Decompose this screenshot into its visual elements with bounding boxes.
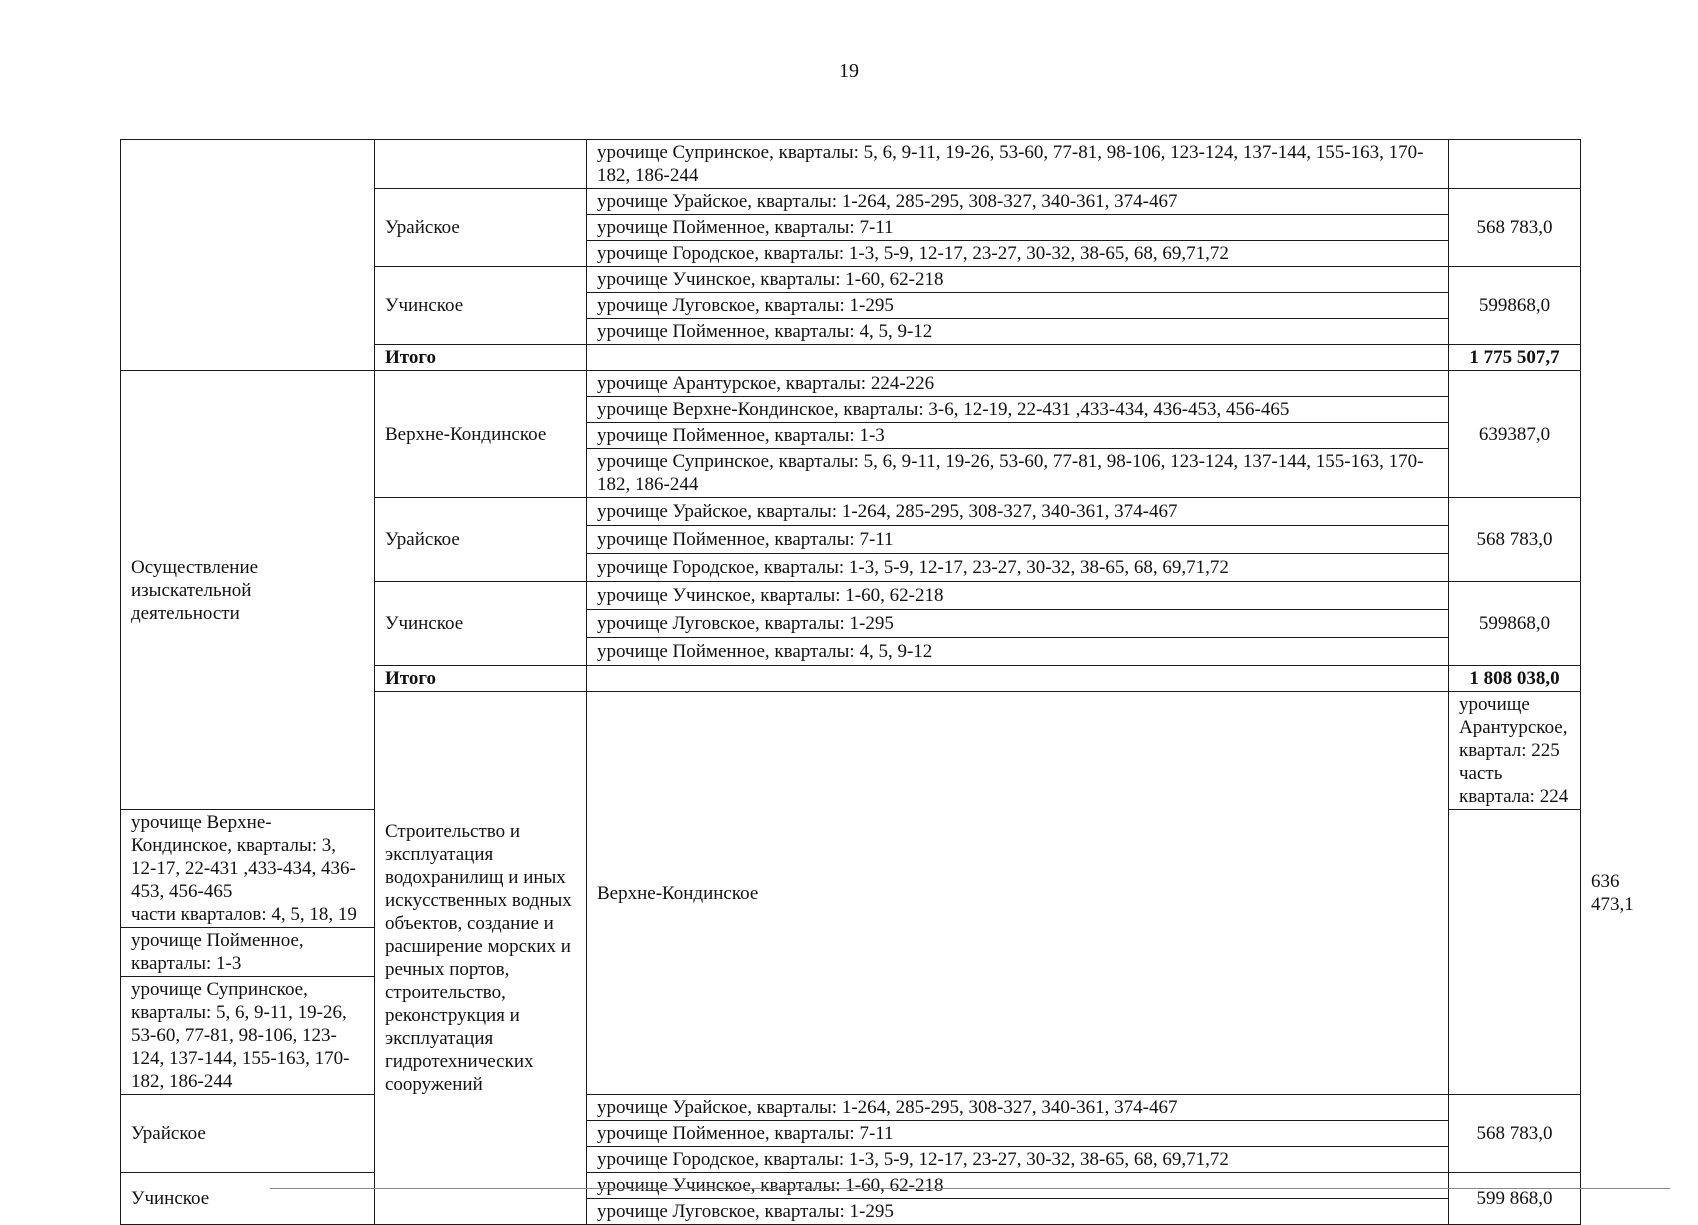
district-cell: Верхне-Кондинское <box>375 371 587 498</box>
activity-cell: Осуществление изыскательной деятельности <box>121 371 375 810</box>
place-cell: урочище Городское, кварталы: 1-3, 5-9, 12-17, 23-27, 30-32, 38-65, 68, 69,71,72 <box>587 554 1449 582</box>
place-line: части кварталов: 4, 5, 18, 19 <box>131 904 357 925</box>
place-cell: урочище Пойменное, кварталы: 1-3 <box>587 423 1449 449</box>
table-row <box>121 140 1581 189</box>
place-cell <box>121 810 375 928</box>
place-cell: урочище Урайское, кварталы: 1-264, 285-295, 308-327, 340-361, 374-467 <box>587 1095 1449 1121</box>
district-cell: Учинское <box>121 1173 375 1225</box>
footer-rule <box>270 1188 1670 1189</box>
place-cell: урочище Луговское, кварталы: 1-295 <box>587 610 1449 638</box>
total-value: 1 775 507,7 <box>1449 345 1581 371</box>
area-cell: 639387,0 <box>1449 371 1581 498</box>
table-row <box>121 1095 1581 1121</box>
place-line: урочище Верхне-Кондинское, кварталы: 3, 12-17, 22-431 ,433-434, 436-453, 456-465 <box>131 812 356 902</box>
area-cell: 568 783,0 <box>1449 498 1581 582</box>
place-cell: урочище Верхне-Кондинское, кварталы: 3-6, 12-19, 22-431 ,433-434, 436-453, 456-465 <box>587 397 1449 423</box>
place-cell: урочище Пойменное, кварталы: 7-11 <box>587 1121 1449 1147</box>
area-cell: 599868,0 <box>1449 267 1581 345</box>
table-row: Строительство и эксплуатация водохранилищ и иных искусственных водных объектов, создание и расширение морских и речных портов, строительство, реконструкция и эксплуатация гидротехнических сооружений Верхне-Кондинское урочище Арантурское, квартал: 225 часть квартала: 224 636 473,1 <box>121 692 1581 810</box>
district-cell-continued <box>375 140 587 189</box>
district-cell: Верхне-Кондинское <box>587 692 1449 1095</box>
place-line: урочище Арантурское, квартал: 225 <box>1459 694 1568 761</box>
total-label: Итого <box>375 345 587 371</box>
table-row <box>121 1173 1581 1199</box>
place-cell: урочище Пойменное, кварталы: 4, 5, 9-12 <box>587 638 1449 666</box>
district-cell: Учинское <box>375 267 587 345</box>
area-cell: 599868,0 <box>1449 582 1581 666</box>
place-cell <box>1449 692 1581 810</box>
activity-cell: Строительство и эксплуатация водохранилищ и иных искусственных водных объектов, создание и расширение морских и речных портов, строительство, реконструкция и эксплуатация гидротехнических сооружений <box>375 692 587 1225</box>
area-cell-continued <box>1449 140 1581 189</box>
total-label: Итого <box>375 666 587 692</box>
place-cell: урочище Супринское, кварталы: 5, 6, 9-11, 19-26, 53-60, 77-81, 98-106, 123-124, 137-144, 155-163, 170-182, 186-244 <box>121 977 375 1095</box>
place-line: часть квартала: 224 <box>1459 763 1569 807</box>
table-row <box>121 371 1581 397</box>
district-cell: Учинское <box>375 582 587 666</box>
place-cell: урочище Пойменное, кварталы: 7-11 <box>587 526 1449 554</box>
district-cell: Урайское <box>375 498 587 582</box>
place-cell: урочище Учинское, кварталы: 1-60, 62-218 <box>587 1173 1449 1199</box>
place-cell: урочище Луговское, кварталы: 1-295 <box>587 1199 1449 1225</box>
place-cell: урочище Пойменное, кварталы: 4, 5, 9-12 <box>587 319 1449 345</box>
place-cell: урочище Луговское, кварталы: 1-295 <box>587 293 1449 319</box>
district-cell: Урайское <box>121 1095 375 1173</box>
place-cell: урочище Супринское, кварталы: 5, 6, 9-11, 19-26, 53-60, 77-81, 98-106, 123-124, 137-144, 155-163, 170-182, 186-244 <box>587 140 1449 189</box>
place-cell: урочище Урайское, кварталы: 1-264, 285-295, 308-327, 340-361, 374-467 <box>587 498 1449 526</box>
page-number: 19 <box>839 60 859 82</box>
total-blank-cell <box>587 666 1449 692</box>
total-blank-cell <box>587 345 1449 371</box>
place-cell: урочище Городское, кварталы: 1-3, 5-9, 12-17, 23-27, 30-32, 38-65, 68, 69,71,72 <box>587 1147 1449 1173</box>
place-cell: урочище Учинское, кварталы: 1-60, 62-218 <box>587 267 1449 293</box>
forest-use-table <box>120 139 1634 1225</box>
place-cell: урочище Пойменное, кварталы: 7-11 <box>587 215 1449 241</box>
activity-cell-continued <box>121 140 375 371</box>
area-cell: 568 783,0 <box>1449 1095 1581 1173</box>
place-cell: урочище Пойменное, кварталы: 1-3 <box>121 928 375 977</box>
place-cell: урочище Супринское, кварталы: 5, 6, 9-11, 19-26, 53-60, 77-81, 98-106, 123-124, 137-144, 155-163, 170-182, 186-244 <box>587 449 1449 498</box>
total-value: 1 808 038,0 <box>1449 666 1581 692</box>
district-cell: Урайское <box>375 189 587 267</box>
place-cell: урочище Арантурское, кварталы: 224-226 <box>587 371 1449 397</box>
area-cell: 599 868,0 <box>1449 1173 1581 1225</box>
place-cell: урочище Городское, кварталы: 1-3, 5-9, 12-17, 23-27, 30-32, 38-65, 68, 69,71,72 <box>587 241 1449 267</box>
place-cell: урочище Урайское, кварталы: 1-264, 285-295, 308-327, 340-361, 374-467 <box>587 189 1449 215</box>
area-cell: 568 783,0 <box>1449 189 1581 267</box>
place-cell: урочище Учинское, кварталы: 1-60, 62-218 <box>587 582 1449 610</box>
